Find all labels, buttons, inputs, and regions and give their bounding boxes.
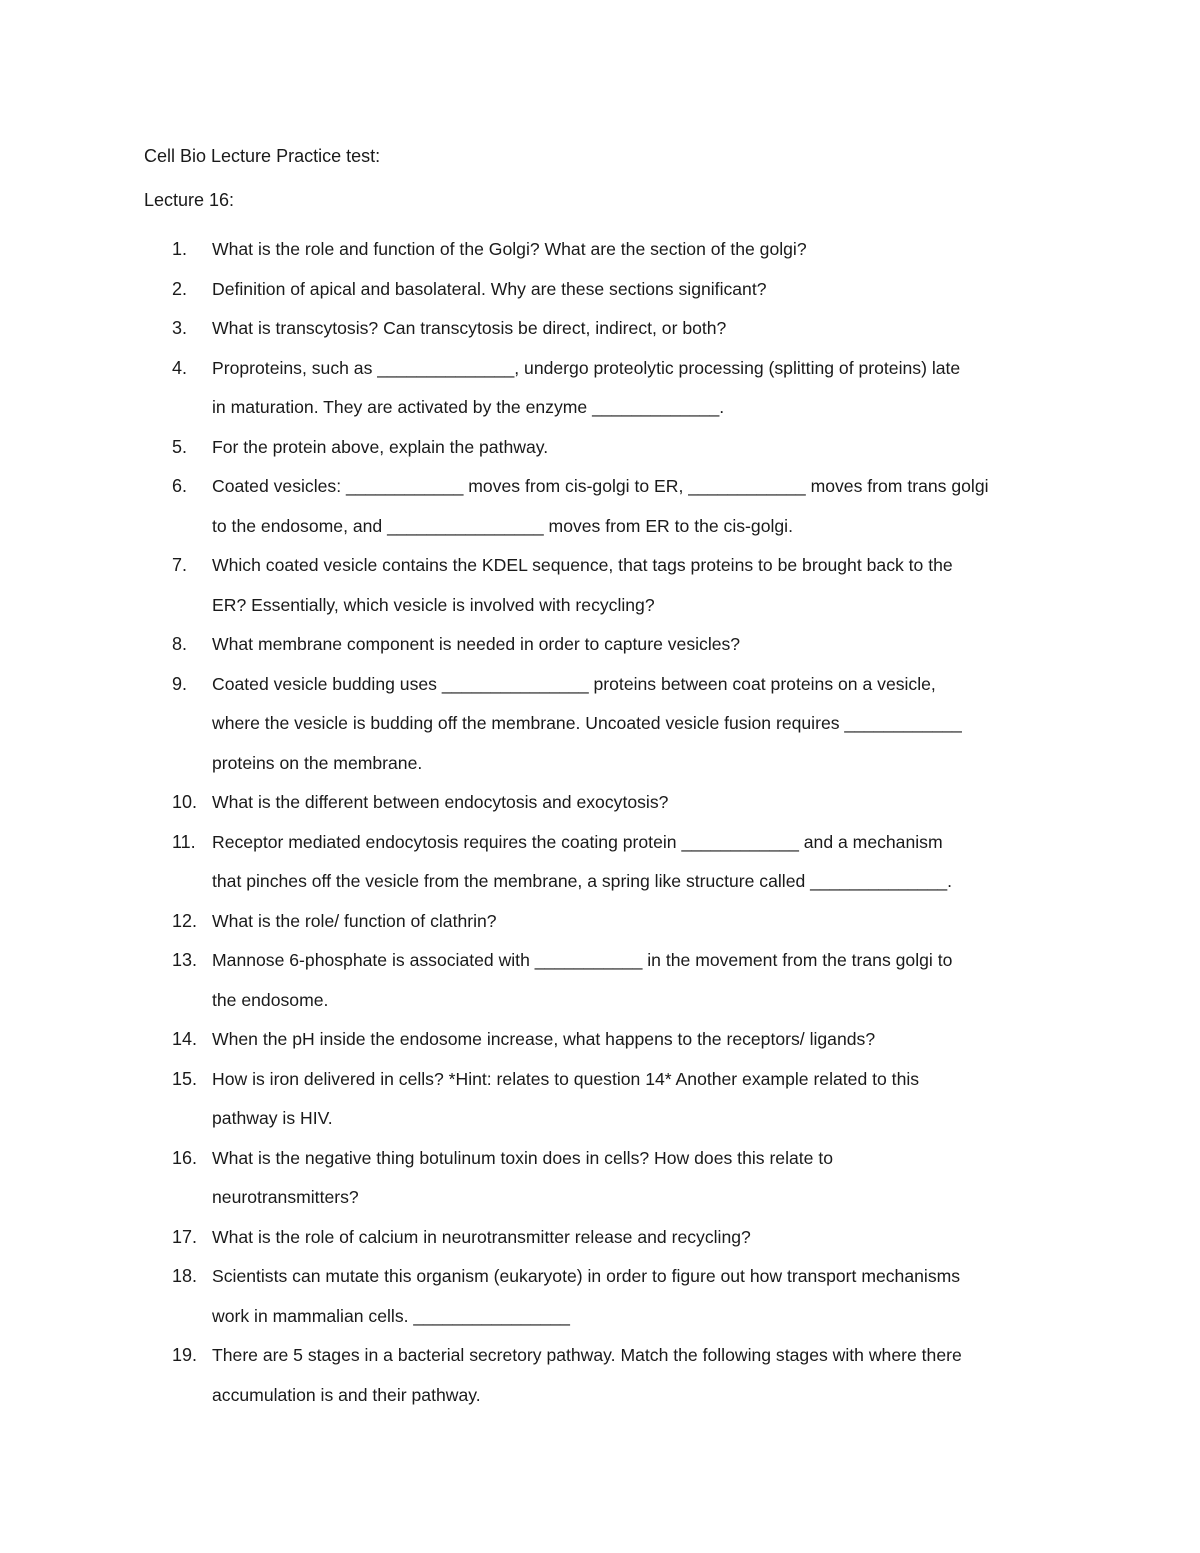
question-text [212, 902, 1062, 942]
question-text-line: What is the different between endocytosis and exocytosis? [212, 792, 669, 812]
question-text-line: accumulation is and their pathway. [212, 1384, 481, 1405]
question-number: 1. [172, 239, 188, 259]
question-text-line: Coated vesicles: ____________ moves from cis-golgi to ER, ____________ moves from trans golgi [212, 476, 989, 496]
question-number: 8. [172, 634, 188, 654]
question-text [212, 1060, 1062, 1139]
question-item [0, 665, 1200, 784]
question-text-line: that pinches off the vesicle from the membrane, a spring like structure called ______________. [212, 871, 953, 891]
question-text [212, 428, 1062, 468]
question-item [0, 625, 1200, 665]
question-item [0, 230, 1200, 270]
question-number: 12. [172, 910, 198, 931]
question-number: 10. [172, 792, 198, 812]
question-text-line: Coated vesicle budding uses _______________ proteins between coat proteins on a vesicle, [212, 673, 936, 694]
question-text-line: work in mammalian cells. ________________ [212, 1305, 570, 1326]
question-item [0, 270, 1200, 310]
question-item [0, 1336, 1200, 1415]
question-text [212, 1218, 1062, 1258]
question-text-line: What membrane component is needed in order to capture vesicles? [212, 634, 741, 654]
question-number: 16. [172, 1147, 198, 1168]
question-text [212, 823, 1062, 902]
question-number: 17. [172, 1226, 198, 1247]
question-text [212, 230, 1062, 270]
question-number: 18. [172, 1266, 198, 1286]
section-heading: Lecture 16: [144, 190, 235, 210]
question-number: 4. [172, 357, 188, 378]
document-title: Cell Bio Lecture Practice test: [144, 146, 381, 166]
question-text-line: in maturation. They are activated by the enzyme _____________. [212, 397, 725, 417]
question-number: 7. [172, 555, 188, 575]
question-text-line: What is the role of calcium in neurotransmitter release and recycling? [212, 1226, 751, 1247]
question-text [212, 941, 1062, 1020]
question-text [212, 349, 1062, 428]
question-text-line: neurotransmitters? [212, 1187, 359, 1207]
question-text-line: Scientists can mutate this organism (eukaryote) in order to figure out how transport mechanisms [212, 1266, 961, 1286]
question-number: 13. [172, 950, 198, 970]
question-list [0, 230, 1200, 1415]
question-item [0, 1020, 1200, 1060]
question-text [212, 1257, 1062, 1336]
question-text [212, 546, 1062, 625]
question-number: 6. [172, 476, 188, 496]
question-item [0, 309, 1200, 349]
question-item [0, 1139, 1200, 1218]
question-item [0, 941, 1200, 1020]
question-text-line: pathway is HIV. [212, 1108, 333, 1128]
question-text-line: There are 5 stages in a bacterial secretory pathway. Match the following stages with where there [212, 1345, 962, 1365]
question-item [0, 783, 1200, 823]
question-number: 11. [172, 831, 196, 852]
question-number: 19. [172, 1345, 198, 1365]
question-text-line: Definition of apical and basolateral. Why are these sections significant? [212, 278, 767, 299]
question-text-line: What is the role and function of the Golgi? What are the section of the golgi? [212, 239, 807, 259]
question-text [212, 1020, 1062, 1060]
question-item [0, 1218, 1200, 1258]
question-text-line: When the pH inside the endosome increase, what happens to the receptors/ ligands? [212, 1029, 876, 1049]
question-number: 14. [172, 1029, 198, 1049]
question-item [0, 467, 1200, 546]
question-text [212, 665, 1062, 784]
question-item [0, 823, 1200, 902]
question-text-line: the endosome. [212, 989, 329, 1010]
question-text-line: Proproteins, such as ______________, undergo proteolytic processing (splitting of proteins) late [212, 357, 961, 378]
question-item [0, 349, 1200, 428]
question-text-line: to the endosome, and ________________ moves from ER to the cis-golgi. [212, 515, 793, 536]
question-text-line: Mannose 6-phosphate is associated with ___________ in the movement from the trans golgi to [212, 950, 953, 970]
question-text [212, 1336, 1062, 1415]
question-text [212, 1139, 1062, 1218]
question-item [0, 902, 1200, 942]
question-number: 9. [172, 673, 188, 694]
question-item [0, 1060, 1200, 1139]
question-text-line: For the protein above, explain the pathway. [212, 436, 549, 457]
question-text-line: What is the role/ function of clathrin? [212, 910, 497, 931]
question-text-line: How is iron delivered in cells? *Hint: relates to question 14* Another example related to this [212, 1068, 920, 1089]
question-text [212, 270, 1062, 310]
question-item [0, 428, 1200, 468]
question-text [212, 467, 1062, 546]
question-number: 5. [172, 436, 188, 457]
question-text-line: Receptor mediated endocytosis requires the coating protein ____________ and a mechanism [212, 831, 943, 852]
question-item [0, 546, 1200, 625]
question-text-line: proteins on the membrane. [212, 752, 423, 773]
question-text-line: What is transcytosis? Can transcytosis be direct, indirect, or both? [212, 318, 727, 338]
question-text [212, 783, 1062, 823]
question-text [212, 309, 1062, 349]
question-number: 15. [172, 1068, 198, 1089]
question-text-line: ER? Essentially, which vesicle is involved with recycling? [212, 594, 655, 615]
question-text-line: What is the negative thing botulinum toxin does in cells? How does this relate to [212, 1147, 834, 1168]
question-number: 2. [172, 278, 188, 299]
question-text-line: Which coated vesicle contains the KDEL sequence, that tags proteins to be brought back to the [212, 555, 953, 575]
question-text [212, 625, 1062, 665]
question-text-line: where the vesicle is budding off the membrane. Uncoated vesicle fusion requires ____________ [212, 713, 962, 733]
question-number: 3. [172, 318, 188, 338]
question-item [0, 1257, 1200, 1336]
